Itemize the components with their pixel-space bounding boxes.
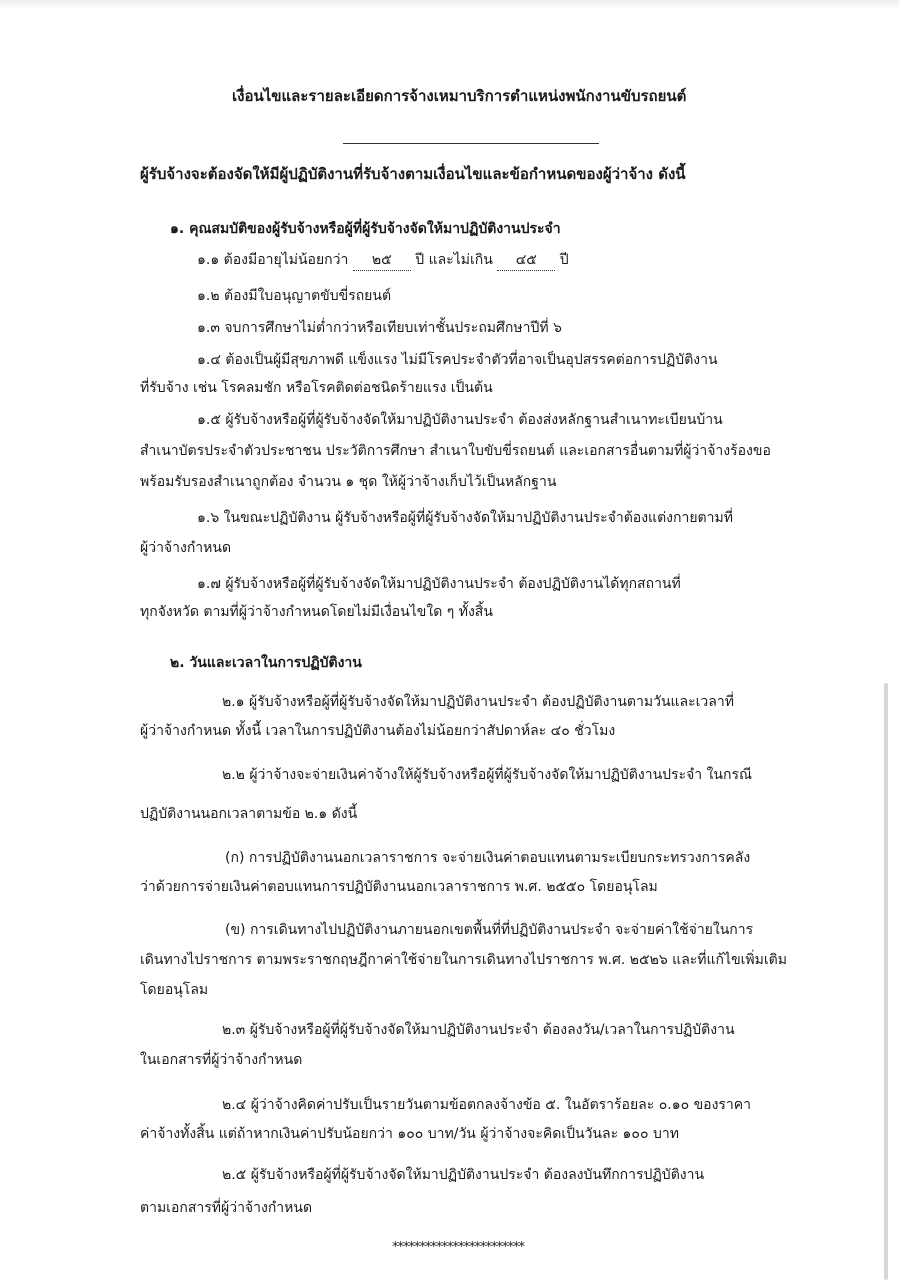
item-1-7-line-1: ๑.๗ ผู้รับจ้างหรือผู้ที่ผู้รับจ้างจัดให้มาปฏิบัติงานประจำ ต้องปฏิบัติงานได้ทุกสถานที่ [197,576,681,592]
item-2-2-line-2: ปฏิบัติงานนอกเวลาตามข้อ ๒.๑ ดังนี้ [140,806,358,822]
item-2-1-line-1: ๒.๑ ผู้รับจ้างหรือผู้ที่ผู้รับจ้างจัดให้มาปฏิบัติงานประจำ ต้องปฏิบัติงานตามวันและเวลาที่ [222,694,734,710]
max-age-field: ๔๕ [497,250,555,271]
item-1-4-line-2: ที่รับจ้าง เช่น โรคลมชัก หรือโรคติดต่อชนิดร้ายแรง เป็นต้น [140,380,493,396]
item-2-3-line-1: ๒.๓ ผู้รับจ้างหรือผู้ที่ผู้รับจ้างจัดให้มาปฏิบัติงานประจำ ต้องลงวัน/เวลาในการปฏิบัติงาน [222,1022,735,1038]
item-2-5-line-1: ๒.๕ ผู้รับจ้างหรือผู้ที่ผู้รับจ้างจัดให้มาปฏิบัติงานประจำ ต้องลงบันทึกการปฏิบัติงาน [222,1167,705,1183]
top-edge-shadow [0,0,899,10]
item-1-6-line-2: ผู้ว่าจ้างกำหนด [140,540,232,556]
item-2-2-b-line-1: (ข) การเดินทางไปปฏิบัติงานภายนอกเขตพื้นที่ที่ปฏิบัติงานประจำ จะจ่ายค่าใช้จ่ายในการ [225,922,754,938]
item-1-1 [197,250,569,271]
section-2-heading: ๒. วันและเวลาในการปฏิบัติงาน [170,655,362,671]
item-2-2-a-line-1: (ก) การปฏิบัติงานนอกเวลาราชการ จะจ่ายเงินค่าตอบแทนตามระเบียบกระทรวงการคลัง [225,850,751,866]
item-1-1-middle: ปี และไม่เกิน [415,252,493,268]
title-underline [343,143,599,144]
item-2-4-line-2: ค่าจ้างทั้งสิ้น แต่ถ้าหากเงินค่าปรับน้อยกว่า ๑๐๐ บาท/วัน ผู้ว่าจ้างจะคิดเป็นวันละ ๑๐๐ บาท [140,1126,679,1142]
item-1-3: ๑.๓ จบการศึกษาไม่ต่ำกว่าหรือเทียบเท่าชั้นประถมศึกษาปีที่ ๖ [197,320,562,336]
item-1-5-line-3: พร้อมรับรองสำเนาถูกต้อง จำนวน ๑ ชุด ให้ผู้ว่าจ้างเก็บไว้เป็นหลักฐาน [140,474,557,490]
item-2-5-line-2: ตามเอกสารที่ผู้ว่าจ้างกำหนด [140,1200,313,1216]
min-age-field: ๒๕ [353,250,411,271]
item-1-2: ๑.๒ ต้องมีใบอนุญาตขับขี่รถยนต์ [197,288,392,304]
vertical-scrollbar[interactable] [884,683,888,1280]
item-1-1-suffix: ปี [559,252,569,268]
item-2-1-line-2: ผู้ว่าจ้างกำหนด ทั้งนี้ เวลาในการปฏิบัติงานต้องไม่น้อยกว่าสัปดาห์ละ ๔๐ ชั่วโมง [140,723,616,739]
section-1-heading: ๑. คุณสมบัติของผู้รับจ้างหรือผู้ที่ผู้รับจ้างจัดให้มาปฏิบัติงานประจำ [170,221,561,237]
document-title: เงื่อนไขและรายละเอียดการจ้างเหมาบริการตำแหน่งพนักงานขับรถยนต์ [232,87,687,105]
item-2-4-line-1: ๒.๔ ผู้ว่าจ้างคิดค่าปรับเป็นรายวันตามข้อตกลงจ้างข้อ ๕. ในอัตราร้อยละ ๐.๑๐ ของราคา [222,1097,752,1113]
item-1-1-prefix: ๑.๑ ต้องมีอายุไม่น้อยกว่า [197,252,349,268]
item-2-3-line-2: ในเอกสารที่ผู้ว่าจ้างกำหนด [140,1052,303,1068]
item-1-6-line-1: ๑.๖ ในขณะปฏิบัติงาน ผู้รับจ้างหรือผู้ที่ผู้รับจ้างจัดให้มาปฏิบัติงานประจำต้องแต่งกายตามที่ [197,510,733,526]
item-2-2-b-line-2: เดินทางไปราชการ ตามพระราชกฤษฎีกาค่าใช้จ่ายในการเดินทางไปราชการ พ.ศ. ๒๕๒๖ และที่แก้ไขเพิ่มเติม [140,952,787,968]
item-1-5-line-2: สำเนาบัตรประจำตัวประชาชน ประวัติการศึกษา สำเนาใบขับขี่รถยนต์ และเอกสารอื่นตามที่ผู้ว่าจ้างร้องขอ [140,443,771,459]
item-1-7-line-2: ทุกจังหวัด ตามที่ผู้ว่าจ้างกำหนดโดยไม่มีเงื่อนไขใด ๆ ทั้งสิ้น [140,604,493,620]
item-1-5-line-1: ๑.๕ ผู้รับจ้างหรือผู้ที่ผู้รับจ้างจัดให้มาปฏิบัติงานประจำ ต้องส่งหลักฐานสำเนาทะเบียนบ้าน [197,412,723,428]
end-marker: ************************ [392,1240,524,1255]
item-1-4-line-1: ๑.๔ ต้องเป็นผู้มีสุขภาพดี แข็งแรง ไม่มีโรคประจำตัวที่อาจเป็นอุปสรรคต่อการปฏิบัติงาน [197,352,718,368]
item-2-2-b-line-3: โดยอนุโลม [140,982,209,998]
intro-text: ผู้รับจ้างจะต้องจัดให้มีผู้ปฏิบัติงานที่รับจ้างตามเงื่อนไขและข้อกำหนดของผู้ว่าจ้าง ดังนี้ [140,165,686,183]
item-2-2-a-line-2: ว่าด้วยการจ่ายเงินค่าตอบแทนการปฏิบัติงานนอกเวลาราชการ พ.ศ. ๒๕๕๐ โดยอนุโลม [140,879,658,895]
item-2-2-line-1: ๒.๒ ผู้ว่าจ้างจะจ่ายเงินค่าจ้างให้ผู้รับจ้างหรือผู้ที่ผู้รับจ้างจัดให้มาปฏิบัติงานประจำ ในกรณี [222,767,752,783]
